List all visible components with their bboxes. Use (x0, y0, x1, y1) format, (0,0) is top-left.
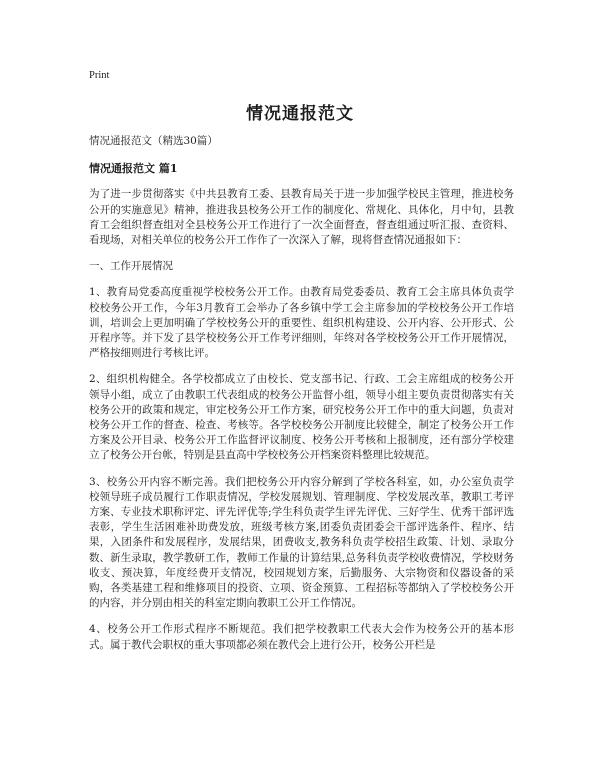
section-heading: 情况通报范文 篇1 (89, 162, 178, 176)
paragraph-intro: 为了进一步贯彻落实《中共县教育工委、县教育局关于进一步加强学校民主管理，推进校务公开的实施意见》精神，推进我县校务公开工作的制度化、常规化、具体化，月中旬，县教育工会组织督查组对全县校务公开工作进行了一次全面督查，督查组通过听汇报、查资料、看现场，对相关单位的校务公开工作作了一次深入了解，现将督查情况通报如下： (89, 188, 514, 247)
paragraph-item-4: 4、校务公开工作形式程序不断规范。我们把学校教职工代表大会作为校务公开的基本形式。属于教代会职权的重大事项都必须在教代会上进行公开，校务公开栏是 (89, 623, 514, 651)
document-title: 情况通报范文 (246, 104, 354, 124)
paragraph-item-1: 1、教育局党委高度重视学校校务公开工作。由教育局党委委员、教育工会主席具体负责学校校务公开工作，今年3月教育工会举办了各乡镇中学工会主席参加的学校校务公开工作培训，培训会上更加明确了学校校务公开的重要性、组织机构建设、公开内容、公开形式、公开程序等。并下发了县学校校务公开工作考评细则，年终对各学校校务公开工作开展情况，严格按细则进行考核比评。 (89, 286, 514, 360)
print-label[interactable]: Print (89, 70, 110, 81)
paragraph-item-3: 3、校务公开内容不断完善。我们把校务公开内容分解到了学校各科室，如，办公室负责学校领导班子成员履行工作职责情况，学校发展规划、管理制度、学校发展改革，教职工考评方案、专业技术职称评定、评先评优等;学生科负责学生评先评优、三好学生、优秀干部评选表彰，学生生活困难补助费发放，班级考核方案,团委负责团委会干部评选条件、程序、结果，入团条件和发展程序，发展结果，团费收支,教务科负责学校招生政策、计划、录取分数、新生录取，教学教研工作，教师工作量的计算结果,总务科负责学校收费情况，学校财务收支、预决算，年度经费开支情况，校园规划方案，后勤服务、大宗物资和仪器设备的采购，各类基建工程和维修项目的投资、立项、资金预算、工程招标等都纳入了学校校务公开的内容，并分别由相关的科室定期向教职工公开工作情况。 (89, 475, 514, 610)
paragraph-item-2: 2、组织机构健全。各学校都成立了由校长、党支部书记、行政、工会主席组成的校务公开领导小组，成立了由教职工代表组成的校务公开监督小组，领导小组主要负责贯彻落实有关校务公开的政策和规定，审定校务公开工作方案，研究校务公开工作中的重大问题，负责对校务公开工作的督查、检查、考核等。各学校校务公开制度比较健全，制定了校务公开工作方案及公开目录、校务公开工作监督评议制度、校务公开考核和上报制度，还有部分学校建立了校务公开台帐，特别是县直高中学校校务公开档案资料整理比较规范。 (89, 373, 514, 462)
document-body (89, 134, 514, 664)
paragraph-section-1: 一、工作开展情况 (89, 260, 173, 273)
document-subtitle: 情况通报范文（精选30篇） (89, 135, 218, 147)
